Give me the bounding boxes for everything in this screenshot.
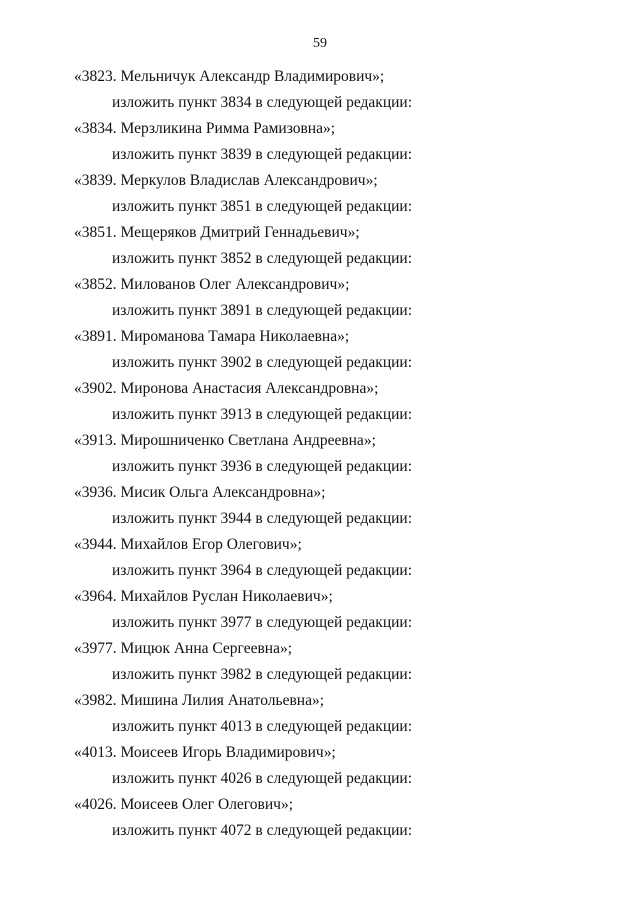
instruction-line: изложить пункт 3936 в следующей редакции: xyxy=(112,458,413,475)
instruction-line: изложить пункт 3839 в следующей редакции: xyxy=(112,146,413,163)
instruction-line: изложить пункт 3902 в следующей редакции: xyxy=(112,354,413,371)
entry-line: «3944. Михайлов Егор Олегович»; xyxy=(74,536,302,553)
instruction-line: изложить пункт 4072 в следующей редакции: xyxy=(112,822,413,839)
instruction-line: изложить пункт 3851 в следующей редакции: xyxy=(112,198,413,215)
instruction-line: изложить пункт 3964 в следующей редакции: xyxy=(112,562,413,579)
entry-line: «4026. Моисеев Олег Олегович»; xyxy=(74,796,293,813)
instruction-line: изложить пункт 4026 в следующей редакции: xyxy=(112,770,413,787)
entry-line: «4013. Моисеев Игорь Владимирович»; xyxy=(74,744,336,761)
entry-line: «3902. Миронова Анастасия Александровна»; xyxy=(74,380,379,397)
instruction-line: изложить пункт 3852 в следующей редакции: xyxy=(112,250,413,267)
entry-line: «3834. Мерзликина Римма Рамизовна»; xyxy=(74,120,336,137)
instruction-line: изложить пункт 3834 в следующей редакции: xyxy=(112,94,413,111)
instruction-line: изложить пункт 3913 в следующей редакции: xyxy=(112,406,413,423)
entry-line: «3964. Михайлов Руслан Николаевич»; xyxy=(74,588,333,605)
entry-line: «3982. Мишина Лилия Анатольевна»; xyxy=(74,692,325,709)
entry-line: «3977. Мицюк Анна Сергеевна»; xyxy=(74,640,293,657)
entry-line: «3851. Мещеряков Дмитрий Геннадьевич»; xyxy=(74,224,360,241)
entry-line: «3852. Милованов Олег Александрович»; xyxy=(74,276,350,293)
instruction-line: изложить пункт 3982 в следующей редакции: xyxy=(112,666,413,683)
instruction-line: изложить пункт 3891 в следующей редакции: xyxy=(112,302,413,319)
entry-line: «3891. Мироманова Тамара Николаевна»; xyxy=(74,328,350,345)
document-body xyxy=(74,64,614,844)
entry-line: «3823. Мельничук Александр Владимирович»; xyxy=(74,68,385,85)
page-number: 59 xyxy=(313,36,327,51)
entry-line: «3839. Меркулов Владислав Александрович»; xyxy=(74,172,378,189)
instruction-line: изложить пункт 4013 в следующей редакции: xyxy=(112,718,413,735)
instruction-line: изложить пункт 3944 в следующей редакции: xyxy=(112,510,413,527)
entry-line: «3936. Мисик Ольга Александровна»; xyxy=(74,484,326,501)
entry-line: «3913. Мирошниченко Светлана Андреевна»; xyxy=(74,432,376,449)
instruction-line: изложить пункт 3977 в следующей редакции: xyxy=(112,614,413,631)
